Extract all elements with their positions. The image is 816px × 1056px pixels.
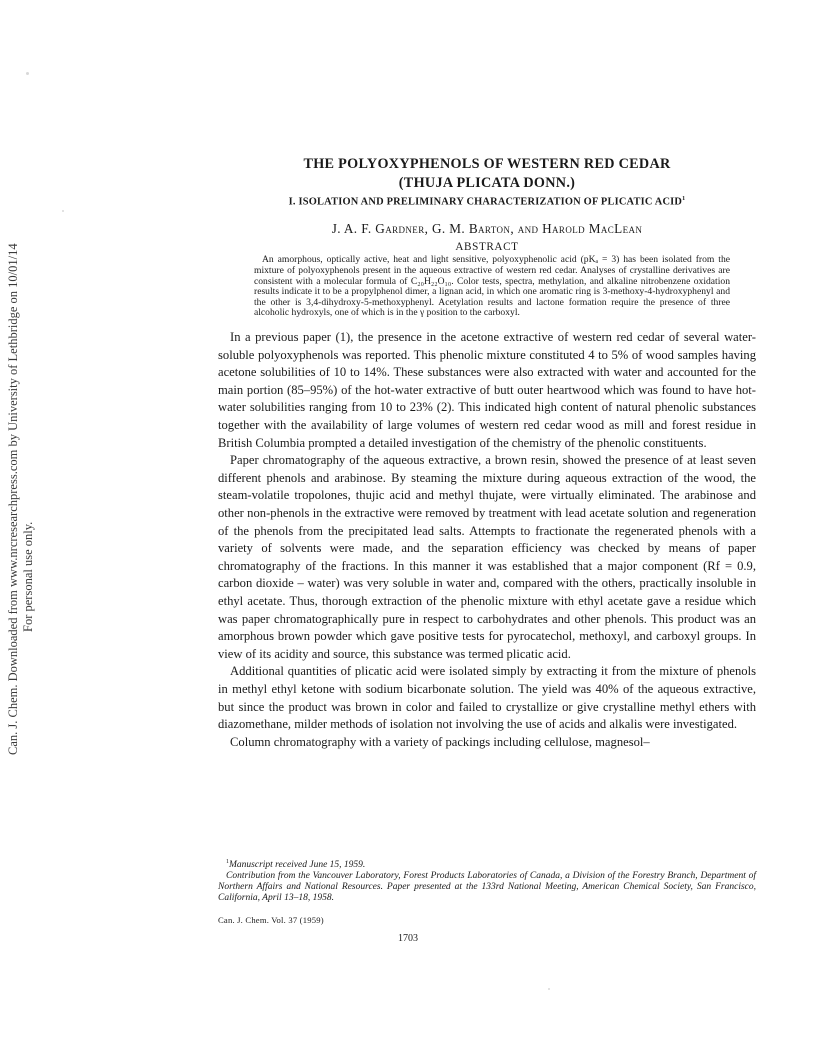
footnote-number: 1 <box>226 859 229 865</box>
article-title <box>218 155 756 193</box>
abstract-text: An amorphous, optically active, heat and light sensitive, polyoxyphenolic acid (pKₐ = 3) has been isolated from the mixture of polyoxyphenols present in the aqueous extractive of western red cedar. Analyses of crystalline derivatives are consistent with a molecular formula of C₂₀H₂₂O₁₀. Color tests, spectra, methylation, and alkaline nitrobenzene oxidation results indicate it to be a propylphenol dimer, a lignan acid, in which one aromatic ring is 3-methoxy-4-hydroxyphenyl and the other is 3,4-dihydroxy-5-methoxyphenyl. Acetylation results and lactone formation require the presence of three alcoholic hydroxyls, one of which is in the γ position to the carboxyl. <box>254 254 730 319</box>
author-list: J. A. F. Gardner, G. M. Barton, and Harold MacLean <box>331 221 643 237</box>
scan-speck <box>548 988 550 990</box>
journal-citation: Can. J. Chem. Vol. 37 (1959) <box>218 915 324 925</box>
page-number: 1703 <box>398 933 418 944</box>
abstract-heading: ABSTRACT <box>455 241 519 254</box>
paragraph: Paper chromatography of the aqueous extractive, a brown resin, showed the presence of at least seven different phenols and arabinose. By steaming the mixture during aqueous extraction of the wood, the steam-volatile tropolones, thujic acid and methyl thujate, were virtually eliminated. The arabinose and other non-phenols in the extractive were removed by treatment with lead acetate solution and regeneration of the phenols from the precipitated lead salts. Attempts to fractionate the regenerated phenols with a variety of solvents were made, and the separation efficiency was checked by means of paper chromatography of the fractions. In this manner it was established that a major component (Rf = 0.9, carbon dioxide – water) was very soluble in water and, compared with the others, practically insoluble in ethyl acetate. Thus, thorough extraction of the phenolic mixture with ethyl acetate gave a residue which was paper chromatographically pure in respect to carbohydrates and other phenols. This product was an amorphous brown powder which gave positive tests for pyrocatechol, methoxyl, and carboxyl groups. In view of its acidity and source, this substance was termed plicatic acid. <box>218 453 756 661</box>
footnote-marker: 1 <box>682 196 686 202</box>
title-line-1: THE POLYOXYPHENOLS OF WESTERN RED CEDAR <box>303 156 671 172</box>
paragraph: Additional quantities of plicatic acid were isolated simply by extracting it from the mixture of phenols in methyl ethyl ketone with sodium bicarbonate solution. The yield was 40% of the aqueous extractive, but since the product was brown in color and failed to crystallize or give crystalline methyl ethers with diazomethane, milder methods of isolation not involving the use of acids and alkalis were investigated. <box>218 664 756 732</box>
title-line-2: (THUJA PLICATA DONN.) <box>398 175 576 191</box>
download-notice-line: Can. J. Chem. Downloaded from www.nrcresearchpress.com by University of Lethbridge on 10/01/14 <box>6 243 20 755</box>
paragraph: In a previous paper (1), the presence in the acetone extractive of western red cedar of several water-soluble polyoxyphenols was reported. This phenolic mixture constituted 4 to 5% of wood samples having acetone solubilities of 10 to 14%. These substances were also extracted with water and accounted for the main portion (85–95%) of the hot-water extractive of butt outer heartwood which was found to have hot-water solubilities ranging from 10 to 23% (2). This indicated high content of natural phenolic substances together with the availability of large volumes of western red cedar wood as mill and forest residue in British Columbia prompted a detailed investigation of the chemistry of the phenolic constituents. <box>218 330 756 450</box>
download-notice <box>4 243 44 755</box>
article <box>218 155 756 751</box>
scan-speck <box>62 210 64 212</box>
subtitle-text: I. ISOLATION AND PRELIMINARY CHARACTERIZATION OF PLICATIC ACID <box>288 196 683 208</box>
scan-speck <box>26 72 29 75</box>
paragraph: Column chromatography with a variety of packings including cellulose, magnesol– <box>230 734 650 749</box>
personal-use-notice: For personal use only. <box>21 521 35 632</box>
footnote-contribution: Contribution from the Vancouver Laboratory, Forest Products Laboratories of Canada, a Division of the Forestry Branch, Department of Northern Affairs and National Resources. Paper presented at the 133rd National Meeting, American Chemical Society, San Francisco, California, April 13–18, 1958. <box>218 871 756 904</box>
footnote-received: Manuscript received June 15, 1959. <box>229 860 366 871</box>
article-subtitle <box>218 196 756 207</box>
body-text <box>218 329 756 751</box>
footnote <box>218 857 756 904</box>
